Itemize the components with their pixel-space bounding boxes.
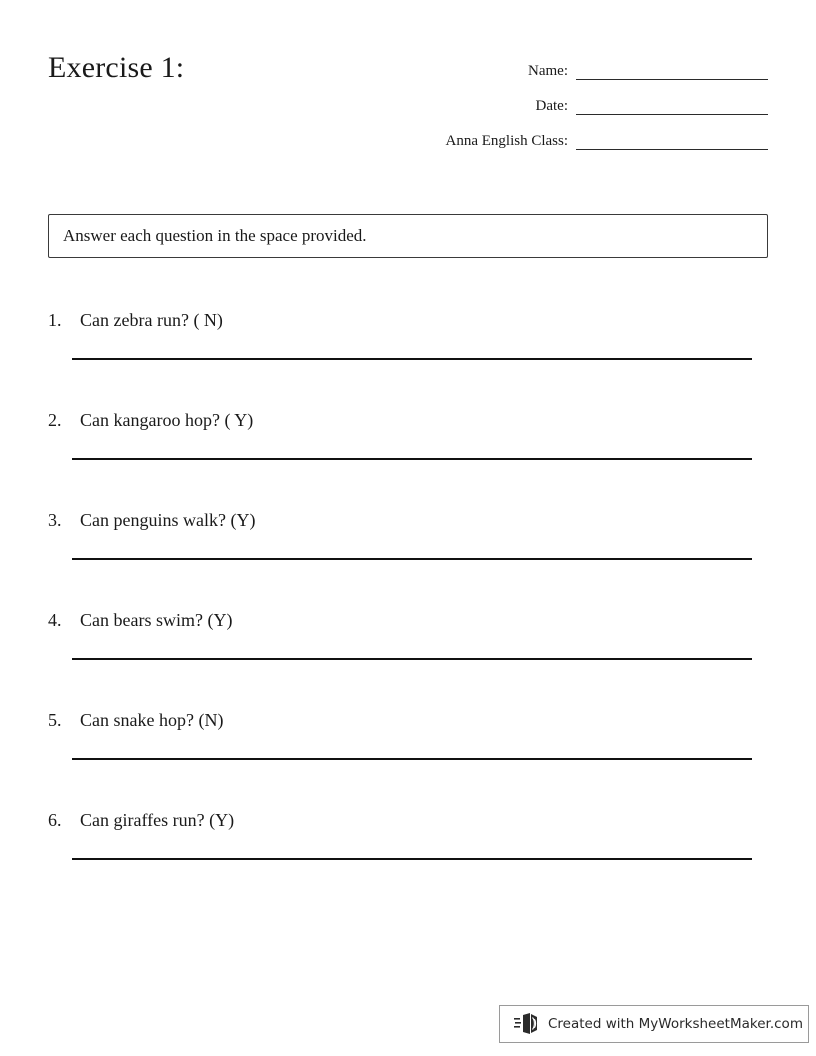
myworksheetmaker-logo-icon	[514, 1012, 540, 1036]
question-number: 5.	[48, 710, 62, 730]
date-field-write-line[interactable]	[576, 114, 768, 115]
answer-write-line[interactable]	[72, 558, 752, 560]
class-field-write-line[interactable]	[576, 149, 768, 150]
question-text: Can zebra run? ( N)	[80, 310, 223, 330]
question-text: Can snake hop? (N)	[80, 710, 224, 730]
page-title: Exercise 1:	[48, 51, 185, 84]
question-row	[0, 600, 816, 634]
question-text: Can giraffes run? (Y)	[80, 810, 235, 830]
question-item	[0, 400, 816, 500]
question-row	[0, 700, 816, 734]
question-item	[0, 500, 816, 600]
name-field-label: Name:	[528, 63, 568, 79]
question-number: 6.	[48, 810, 62, 830]
question-item	[0, 800, 816, 900]
question-text: Can bears swim? (Y)	[80, 610, 233, 630]
question-item	[0, 700, 816, 800]
answer-write-line[interactable]	[72, 658, 752, 660]
question-text: Can penguins walk? (Y)	[80, 510, 256, 530]
answer-write-line[interactable]	[72, 758, 752, 760]
question-item	[0, 600, 816, 700]
field-row-name	[408, 48, 768, 83]
name-field-write-line[interactable]	[576, 79, 768, 80]
question-row	[0, 500, 816, 534]
questions-list	[0, 300, 816, 900]
question-text: Can kangaroo hop? ( Y)	[80, 410, 254, 430]
question-number: 4.	[48, 610, 62, 630]
question-row	[0, 400, 816, 434]
answer-write-line[interactable]	[72, 858, 752, 860]
student-info-fields	[408, 48, 768, 153]
instructions-box	[48, 214, 768, 258]
question-number: 1.	[48, 310, 62, 330]
question-number: 2.	[48, 410, 62, 430]
question-number: 3.	[48, 510, 62, 530]
answer-write-line[interactable]	[72, 358, 752, 360]
worksheet-credit-badge[interactable]	[499, 1005, 809, 1043]
answer-write-line[interactable]	[72, 458, 752, 460]
date-field-label: Date:	[535, 98, 568, 114]
question-row	[0, 300, 816, 334]
question-row	[0, 800, 816, 834]
worksheet-credit-text: Created with MyWorksheetMaker.com	[548, 1016, 803, 1032]
question-item	[0, 300, 816, 400]
field-row-class	[408, 118, 768, 153]
class-field-label: Anna English Class:	[445, 133, 568, 149]
instructions-text: Answer each question in the space provided.	[63, 226, 367, 245]
worksheet-header	[0, 40, 816, 170]
field-row-date	[408, 83, 768, 118]
